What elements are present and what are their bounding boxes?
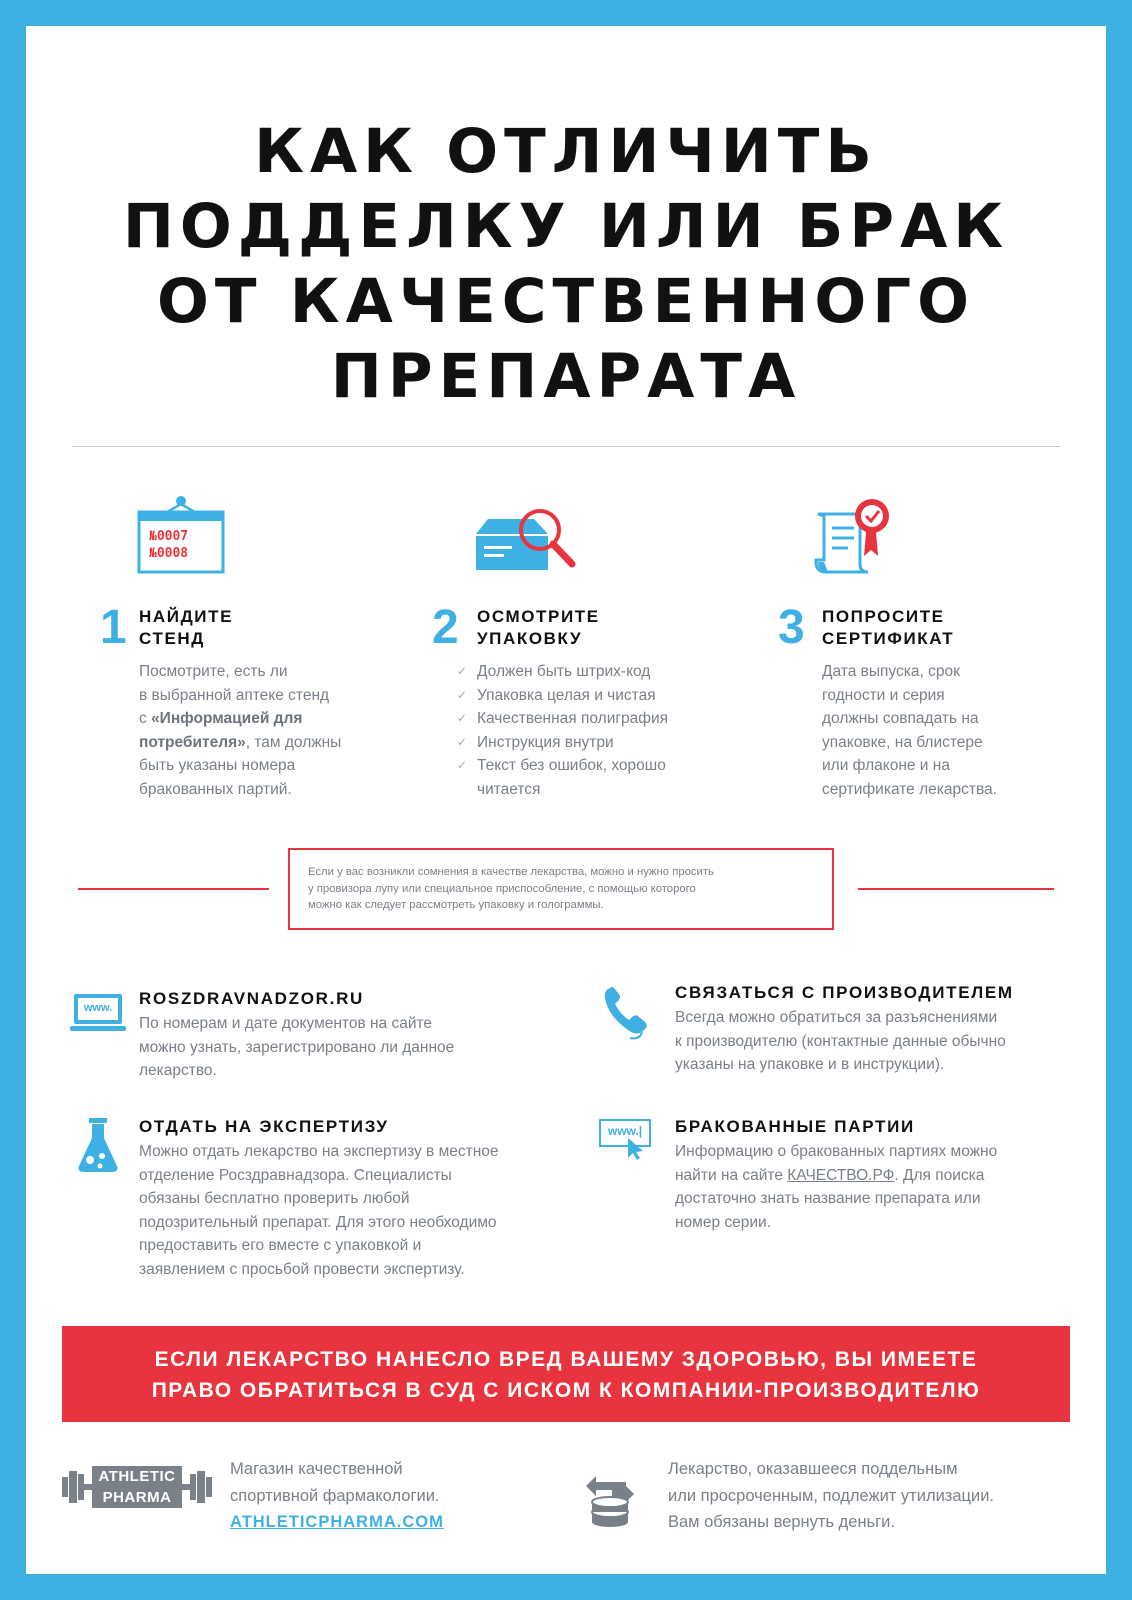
text-line: или просроченным, подлежит утилизации. <box>668 1486 995 1505</box>
text-line: подозрительный препарат. Для этого необходимо <box>139 1213 497 1231</box>
checklist-item <box>457 660 747 684</box>
check-icon: ✓ <box>457 711 468 725</box>
bold-text: потребителя» <box>139 733 246 751</box>
info-description <box>139 1012 539 1083</box>
board-icon <box>136 494 226 581</box>
step-number: 1 <box>100 601 127 654</box>
title-line: ПОДДЕЛКУ ИЛИ БРАК <box>122 191 1010 262</box>
banner-line: ПРАВО ОБРАТИТЬСЯ В СУД С ИСКОМ К КОМПАНИИ-ПРОИЗВОДИТЕЛЮ <box>151 1379 981 1402</box>
text-span: , там должны <box>245 733 342 751</box>
browser-cursor-icon <box>598 1118 654 1165</box>
step-heading <box>822 606 954 650</box>
athletic-pharma-logo <box>62 1462 212 1517</box>
checklist-item <box>457 707 747 731</box>
poster-sheet <box>26 26 1106 1574</box>
bold-text: «Информацией для <box>151 710 303 727</box>
text-line: к производителю (контактные данные обычно <box>675 1032 1006 1050</box>
checklist <box>457 660 747 801</box>
tip-line: Если у вас возникли сомнения в качестве лекарства, можно и нужно просить <box>308 866 714 878</box>
info-heading: ОТДАТЬ НА ЭКСПЕРТИЗУ <box>139 1117 389 1136</box>
text-line: Лекарство, оказавшееся поддельным <box>668 1460 958 1478</box>
title-line: ПРЕПАРАТА <box>330 341 802 412</box>
shop-description <box>230 1456 530 1536</box>
checklist-text: Упаковка целая и чистая <box>477 686 656 704</box>
info-heading: БРАКОВАННЫЕ ПАРТИИ <box>675 1117 915 1136</box>
step-number: 2 <box>432 601 459 654</box>
certificate-icon <box>808 494 903 581</box>
text-span: с <box>139 710 152 727</box>
checklist-item <box>457 731 747 755</box>
red-divider-left <box>78 888 269 890</box>
text-line: достаточно знать название препарата или <box>675 1190 981 1207</box>
text-line: заявлением с просьбой провести экспертизу. <box>139 1260 465 1278</box>
phone-icon <box>600 984 652 1045</box>
text-line: Всегда можно обратиться за разъяснениями <box>675 1009 998 1026</box>
checklist-text: Инструкция внутри <box>477 733 614 751</box>
checklist-text: Текст без ошибок, хорошо <box>477 757 666 774</box>
board-number: №0008 <box>149 546 189 561</box>
info-description <box>675 1140 1075 1234</box>
step-description <box>139 660 399 801</box>
step-heading-line: СТЕНД <box>139 629 205 648</box>
laptop-icon <box>70 992 126 1039</box>
text-line: Вам обязаны вернуть деньги. <box>668 1513 895 1531</box>
text-line: указаны на упаковке и в инструкции). <box>675 1056 945 1073</box>
text-line: лекарство. <box>139 1062 217 1079</box>
info-heading: ROSZDRAVNADZOR.RU <box>139 989 365 1008</box>
logo-text: PHARMA <box>102 1489 172 1506</box>
step-heading <box>139 606 233 650</box>
text-line: упаковке, на блистере <box>822 733 983 751</box>
text-line: номер серии. <box>675 1213 771 1231</box>
text-line: годности и серия <box>822 686 945 704</box>
step-heading-line: НАЙДИТЕ <box>139 607 234 626</box>
divider <box>72 446 1060 447</box>
step-number: 3 <box>778 601 805 654</box>
board-number: №0007 <box>149 529 189 544</box>
laptop-text: www. <box>83 1002 113 1014</box>
tip-line: можно как следует рассмотреть упаковку и голограммы. <box>308 899 604 911</box>
step-description <box>822 660 1062 801</box>
text-span: . Для поиска <box>894 1166 985 1184</box>
text-line: Можно отдать лекарство на экспертизу в местное <box>139 1143 499 1160</box>
text-span: найти на сайте <box>675 1166 788 1184</box>
checklist-item-continued <box>457 778 747 802</box>
text-line: бракованных партий. <box>139 780 292 798</box>
banner-line: ЕСЛИ ЛЕКАРСТВО НАНЕСЛО ВРЕД ВАШЕМУ ЗДОРОВЬЮ, ВЫ ИМЕЕТЕ <box>154 1348 978 1371</box>
text-line <box>139 731 399 755</box>
money-return-icon <box>582 1472 638 1535</box>
check-icon: ✓ <box>457 734 468 749</box>
text-line <box>139 707 399 731</box>
text-line: сертификате лекарства. <box>822 780 997 798</box>
step-heading <box>477 606 600 650</box>
info-description <box>675 1006 1065 1077</box>
text-line <box>675 1164 1075 1188</box>
text-line: Магазин качественной <box>230 1460 403 1478</box>
step-heading-line: УПАКОВКУ <box>477 629 583 648</box>
checklist-text: Качественная полиграфия <box>477 710 669 727</box>
check-icon: ✓ <box>457 687 468 702</box>
step-heading-line: СЕРТИФИКАТ <box>822 629 955 648</box>
checklist-item <box>457 684 747 708</box>
tip-line: у провизора лупу или специальное приспособление, с помощью которого <box>308 882 696 895</box>
title-line: КАК ОТЛИЧИТЬ <box>254 116 878 187</box>
box-magnifier-icon <box>476 504 581 581</box>
title-line: ОТ КАЧЕСТВЕННОГО <box>157 266 975 337</box>
check-icon: ✓ <box>457 758 468 772</box>
warning-banner <box>62 1326 1070 1422</box>
text-line: или флаконе и на <box>822 757 950 774</box>
red-divider-right <box>858 888 1054 890</box>
text-line: спортивной фармакологии. <box>230 1486 440 1505</box>
text-line: отделение Росздравнадзора. Специалисты <box>139 1166 452 1184</box>
checklist-text: читается <box>477 780 541 798</box>
text-line: быть указаны номера <box>139 757 296 774</box>
text-line: должны совпадать на <box>822 710 979 727</box>
info-heading: СВЯЗАТЬСЯ С ПРОИЗВОДИТЕЛЕМ <box>675 983 1014 1002</box>
text-line: По номерам и дате документов на сайте <box>139 1015 433 1032</box>
text-line: можно узнать, зарегистрировано ли данное <box>139 1038 455 1056</box>
logo-text: ATHLETIC <box>98 1468 176 1485</box>
step-heading-line: ОСМОТРИТЕ <box>477 607 600 626</box>
browser-text: www.| <box>607 1124 643 1138</box>
checklist-text: Должен быть штрих-код <box>477 663 651 680</box>
quality-site-link[interactable]: КАЧЕСТВО.РФ <box>787 1166 895 1184</box>
text-line: предоставить его вместе с упаковкой и <box>139 1237 422 1254</box>
page-title <box>26 114 1106 414</box>
text-line: обязаны бесплатно проверить любой <box>139 1190 410 1207</box>
text-line: в выбранной аптеке стенд <box>139 686 330 704</box>
step-heading-line: ПОПРОСИТЕ <box>822 607 945 626</box>
text-line: Информацию о бракованных партиях можно <box>675 1143 998 1160</box>
text-line: Посмотрите, есть ли <box>139 663 288 680</box>
refund-notice <box>668 1456 1068 1536</box>
check-icon: ✓ <box>457 664 468 678</box>
tip-box <box>288 848 834 930</box>
info-description <box>139 1140 569 1281</box>
shop-website-link[interactable]: ATHLETICPHARMA.COM <box>230 1513 444 1531</box>
checklist-item <box>457 754 747 778</box>
flask-icon <box>76 1116 120 1179</box>
text-line: Дата выпуска, срок <box>822 663 960 680</box>
